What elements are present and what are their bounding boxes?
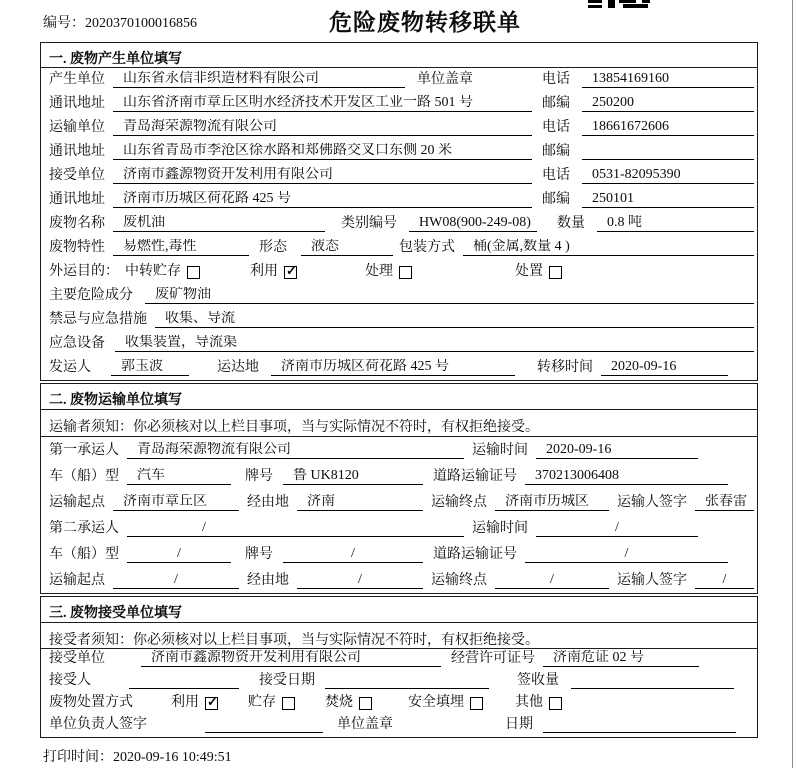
waste-property-row: [41, 236, 757, 260]
receive-date-value: [325, 673, 489, 689]
driver-sign2-value: /: [695, 572, 754, 589]
endpoint-value: 济南市历城区: [495, 494, 609, 511]
driver-sign-label: 运输人签字: [617, 573, 687, 588]
packaging-label: 包装方式: [399, 240, 455, 255]
producer-unit-value: 山东省永信非织造材料有限公司: [113, 71, 405, 88]
section3-header: 三. 废物接受单位填写: [41, 597, 757, 623]
page-title: 危险废物转移联单: [329, 10, 521, 35]
transporter-unit-label: 运输单位: [49, 120, 105, 135]
producer-zip-value: 250200: [582, 95, 754, 112]
waste-property-value: 易燃性,毒性: [113, 239, 249, 256]
emergency-equipment-value: 收集装置，导流渠: [115, 335, 754, 352]
vehicle-type-label: 车（船）型: [49, 547, 119, 562]
unit-seal-label: 单位盖章: [417, 72, 473, 87]
transporter-zip-value: [582, 144, 754, 160]
receiver-zip-value: 250101: [582, 191, 754, 208]
other-checkbox-icon: [549, 697, 562, 710]
disposal-method-label: 废物处置方式: [49, 695, 133, 710]
receiver-note: 接受者须知：你必须核对以上栏目事项，当与实际情况不符时，有权拒绝接受。: [41, 623, 757, 649]
receiver-person-value: [129, 673, 239, 689]
responsible-sign-value: [205, 717, 323, 733]
receiver-person-row: [41, 671, 757, 693]
quantity-label: 数量: [557, 216, 585, 231]
endpoint2-value: /: [495, 572, 609, 589]
zip-label: 邮编: [542, 96, 570, 111]
serial-label: 编号：: [43, 16, 85, 31]
disposal-method-row: [41, 693, 757, 715]
destination-label: 运达地: [217, 360, 259, 375]
emergency-equipment-label: 应急设备: [49, 336, 105, 351]
carrier1-row: [41, 437, 757, 463]
receiver-person-label: 接受人: [49, 673, 91, 688]
incinerate-checkbox-icon: [359, 697, 372, 710]
producer-unit-label: 产生单位: [49, 72, 105, 87]
receive-date-label: 接受日期: [259, 673, 315, 688]
landfill-checkbox-icon: [470, 697, 483, 710]
form-value: 液态: [301, 239, 393, 256]
receiver-unit-row: [41, 164, 757, 188]
driver-sign-label: 运输人签字: [617, 495, 687, 510]
transfer-purpose-label: 外运目的：: [49, 264, 119, 279]
destination-value: 济南市历城区荷花路 425 号: [271, 359, 515, 376]
category-code-label: 类别编号: [341, 216, 397, 231]
transit-checkbox-icon: [187, 266, 200, 279]
signature-row: [41, 715, 757, 737]
phone-label: 电话: [542, 168, 570, 183]
receiver-phone-value: 0531-82095390: [582, 167, 754, 184]
transporter-address-label: 通讯地址: [49, 144, 105, 159]
license-label: 经营许可证号: [451, 651, 535, 666]
disposal-option-utilize: 利用 ✓: [171, 695, 218, 711]
print-time-line: [43, 746, 232, 766]
emergency-measures-value: 收集、导流: [155, 311, 754, 328]
transporter-unit-value: 青岛海荣源物流有限公司: [113, 119, 532, 136]
disposal-option-other: 其他: [515, 695, 562, 711]
receiver-unit-label: 接受单位: [49, 168, 105, 183]
date-label: 日期: [505, 717, 533, 732]
via2-value: /: [297, 572, 423, 589]
plate-value: 鲁 UK8120: [283, 468, 423, 485]
phone-label: 电话: [542, 72, 570, 87]
carrier1-label: 第一承运人: [49, 443, 119, 458]
phone-label: 电话: [542, 120, 570, 135]
route2-row: [41, 567, 757, 593]
vehicle-type2-value: /: [127, 546, 231, 563]
store-checkbox-icon: [282, 697, 295, 710]
route1-row: [41, 489, 757, 515]
carrier2-row: [41, 515, 757, 541]
disposal-option-landfill: 安全填埋: [408, 695, 483, 711]
origin-label: 运输起点: [49, 573, 105, 588]
producer-phone-value: 13854169160: [582, 71, 754, 88]
license-value: 济南危证 02 号: [543, 650, 699, 667]
print-time-value: 2020-09-16 10:49:51: [113, 750, 232, 765]
purpose-option-transit: 中转贮存: [125, 264, 200, 280]
receive-unit-label: 接受单位: [49, 651, 105, 666]
road-permit-label: 道路运输证号: [433, 469, 517, 484]
emergency-measures-row: [41, 308, 757, 332]
receiver-address-row: [41, 188, 757, 212]
producer-address-value: 山东省济南市章丘区明水经济技术开发区工业一路 501 号: [113, 95, 532, 112]
unit-seal-label: 单位盖章: [337, 717, 393, 732]
print-time-label: 打印时间：: [43, 750, 113, 765]
transporter-phone-value: 18661672606: [582, 119, 754, 136]
producer-unit-row: [41, 68, 757, 92]
plate2-value: /: [283, 546, 423, 563]
dispose-checkbox-icon: [549, 266, 562, 279]
emergency-equipment-row: [41, 332, 757, 356]
endpoint-label: 运输终点: [431, 573, 487, 588]
utilize-checkbox-icon: [205, 697, 218, 710]
road-permit-label: 道路运输证号: [433, 547, 517, 562]
via-label: 经由地: [247, 573, 289, 588]
transport-time-label: 运输时间: [472, 443, 528, 458]
shipper-value: 郭玉波: [111, 359, 189, 376]
transporter-unit-row: [41, 116, 757, 140]
transfer-time-value: 2020-09-16: [601, 359, 728, 376]
section2-header: 二. 废物运输单位填写: [41, 384, 757, 410]
transporter-note: 运输者须知：你必须核对以上栏目事项，当与实际情况不符时，有权拒绝接受。: [41, 410, 757, 437]
carrier2-value: /: [127, 520, 464, 537]
road-permit2-value: /: [525, 546, 728, 563]
via-value: 济南: [297, 494, 423, 511]
zip-label: 邮编: [542, 144, 570, 159]
road-permit-value: 370213006408: [525, 468, 728, 485]
category-code-value: HW08(900-249-08): [409, 215, 537, 232]
receive-unit-value: 济南市鑫源物资开发利用有限公司: [141, 650, 441, 667]
packaging-value: 桶(金属,数量 4 ): [463, 239, 754, 256]
quantity-value: 0.8 吨: [597, 215, 754, 232]
transporter-address-value: 山东省青岛市李沧区徐水路和郑佛路交叉口东侧 20 米: [113, 143, 532, 160]
qr-code-fragment-icon: [588, 0, 654, 9]
serial-number: 2020370100016856: [85, 16, 197, 31]
section1-header: 一. 废物产生单位填写: [41, 43, 757, 68]
treat-checkbox-icon: [399, 266, 412, 279]
hazard-component-row: [41, 284, 757, 308]
origin-label: 运输起点: [49, 495, 105, 510]
origin-value: 济南市章丘区: [113, 494, 239, 511]
transfer-time-label: 转移时间: [537, 360, 593, 375]
transport-time-value: 2020-09-16: [536, 442, 698, 459]
responsible-sign-label: 单位负责人签字: [49, 717, 147, 732]
purpose-option-utilize: 利用 ✓: [250, 264, 297, 280]
transfer-purpose-row: [41, 260, 757, 284]
origin2-value: /: [113, 572, 239, 589]
section-producer: [40, 42, 758, 381]
plate-label: 牌号: [245, 469, 273, 484]
section-transporter: [40, 383, 758, 594]
date-value: [543, 717, 736, 733]
waste-property-label: 废物特性: [49, 240, 105, 255]
producer-address-row: [41, 92, 757, 116]
received-amount-value: [571, 673, 734, 689]
section-receiver: [40, 596, 758, 738]
purpose-option-treat: 处理: [365, 264, 412, 280]
endpoint-label: 运输终点: [431, 495, 487, 510]
plate-label: 牌号: [245, 547, 273, 562]
transport-time-label: 运输时间: [472, 521, 528, 536]
transport-time2-value: /: [536, 520, 698, 537]
receiver-unit-value: 济南市鑫源物资开发利用有限公司: [113, 167, 532, 184]
carrier2-label: 第二承运人: [49, 521, 119, 536]
scan-page-edge: [792, 0, 793, 768]
receiver-address-label: 通讯地址: [49, 192, 105, 207]
vehicle-type-value: 汽车: [127, 468, 231, 485]
waste-name-value: 废机油: [113, 215, 325, 232]
hazard-component-value: 废矿物油: [145, 287, 754, 304]
receiver-address-value: 济南市历城区荷花路 425 号: [113, 191, 532, 208]
vehicle1-row: [41, 463, 757, 489]
disposal-option-store: 贮存: [248, 695, 295, 711]
driver-sign-value: 张春雷: [695, 494, 754, 511]
utilize-checkbox-icon: [284, 266, 297, 279]
disposal-option-incinerate: 焚烧: [325, 695, 372, 711]
shipper-label: 发运人: [49, 360, 91, 375]
receive-unit-row: [41, 649, 757, 671]
received-amount-label: 签收量: [517, 673, 559, 688]
carrier1-value: 青岛海荣源物流有限公司: [127, 442, 464, 459]
via-label: 经由地: [247, 495, 289, 510]
emergency-measures-label: 禁忌与应急措施: [49, 312, 147, 327]
shipper-row: [41, 356, 757, 380]
zip-label: 邮编: [542, 192, 570, 207]
waste-name-row: [41, 212, 757, 236]
vehicle2-row: [41, 541, 757, 567]
vehicle-type-label: 车（船）型: [49, 469, 119, 484]
waste-name-label: 废物名称: [49, 216, 105, 231]
transporter-address-row: [41, 140, 757, 164]
purpose-option-dispose: 处置: [515, 264, 562, 280]
form-label: 形态: [259, 240, 287, 255]
hazard-component-label: 主要危险成分: [49, 288, 133, 303]
producer-address-label: 通讯地址: [49, 96, 105, 111]
